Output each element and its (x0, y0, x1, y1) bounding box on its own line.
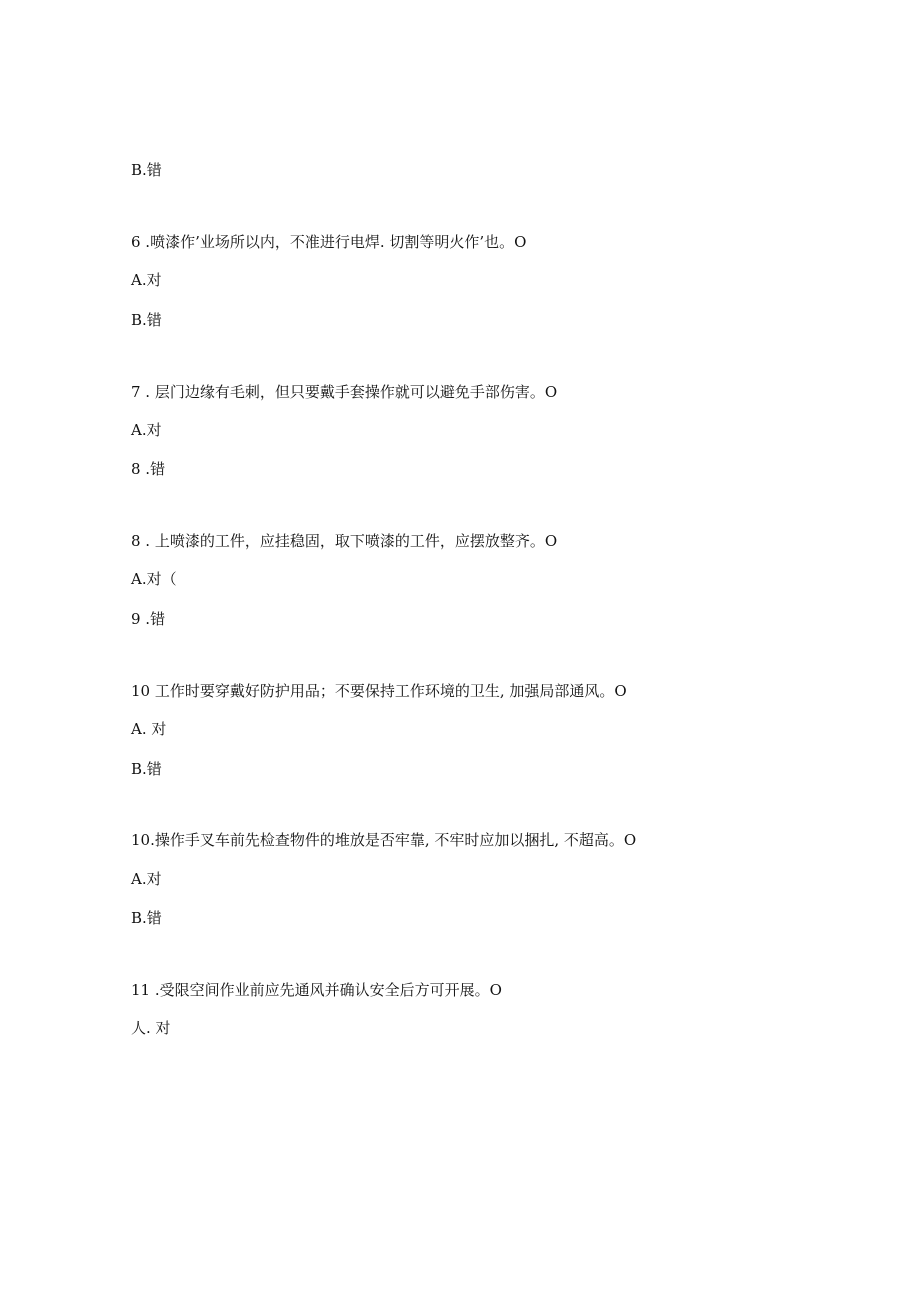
option-b-q5: B.错 (131, 161, 162, 179)
question-11: 11 .受限空间作业前应先通风并确认安全后方可开展。O (131, 981, 502, 999)
option-b-q10a: B.错 (131, 760, 162, 778)
option-a-q7: A.对 (131, 421, 162, 439)
question-10a: 10 工作时要穿戴好防护用品；不要保持工作环境的卫生, 加强局部通风。O (131, 682, 627, 700)
option-b-q7: 8 .错 (131, 460, 166, 478)
option-a-q10b: A.对 (131, 870, 162, 888)
option-a-q8: A.对（ (131, 570, 177, 588)
option-a-q11: 人. 对 (131, 1019, 171, 1037)
option-b-q10b: B.错 (131, 909, 162, 927)
option-a-q10a: A. 对 (131, 720, 167, 738)
option-a-q6: A.对 (131, 271, 162, 289)
question-6: 6 .喷漆作’业场所以内，不准进行电焊. 切割等明火作’也。O (131, 233, 527, 251)
question-7: 7 . 层门边缘有毛刺，但只要戴手套操作就可以避免手部伤害。O (131, 383, 558, 401)
option-b-q8: 9 .错 (131, 610, 166, 628)
question-10b: 10.操作手叉车前先检查物件的堆放是否牢靠, 不牢时应加以捆扎, 不超高。O (131, 831, 637, 849)
question-8: 8 . 上喷漆的工件，应挂稳固，取下喷漆的工件，应摆放整齐。O (131, 532, 558, 550)
option-b-q6: B.错 (131, 311, 162, 329)
